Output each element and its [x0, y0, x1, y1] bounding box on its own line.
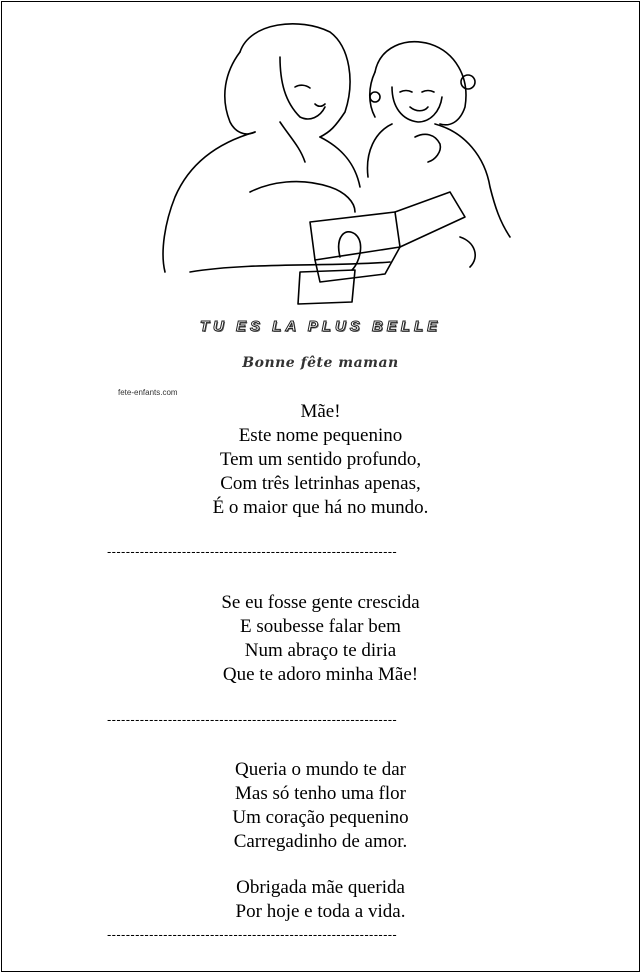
stanza-3 — [0, 758, 641, 854]
source-credit: fete-enfants.com — [118, 388, 178, 397]
divider-line: -------------------------------------------------------------- — [107, 544, 398, 559]
poem-line: Se eu fosse gente crescida — [221, 592, 420, 613]
poem-line: Num abraço te diria — [244, 640, 397, 661]
stanza-4 — [0, 876, 641, 924]
divider-line: -------------------------------------------------------------- — [107, 712, 398, 727]
poem-line: Mas só tenho uma flor — [235, 783, 406, 804]
stanza-2 — [0, 591, 641, 687]
poem-line: E soubesse falar bem — [240, 616, 401, 637]
poem-line: Obrigada mãe querida — [236, 877, 405, 898]
poem-line: Carregadinho de amor. — [233, 831, 408, 852]
poem-line: É o maior que há no mundo. — [212, 497, 429, 518]
poem-line: Por hoje e toda a vida. — [235, 901, 406, 922]
poem-line: Este nome pequenino — [238, 425, 403, 446]
page-subtitle: Bonne fête maman — [242, 355, 399, 371]
poem-line: Um coração pequenino — [232, 807, 409, 828]
poem-line: Que te adoro minha Mãe! — [222, 664, 419, 685]
stanza-1 — [0, 400, 641, 520]
poem-line: Mãe! — [300, 401, 341, 422]
poem-line: Queria o mundo te dar — [235, 759, 406, 780]
mother-daughter-illustration — [130, 12, 530, 312]
poem-line: Tem um sentido profundo, — [219, 449, 422, 470]
page-title: TU ES LA PLUS BELLE — [199, 318, 442, 335]
poem-line: Com três letrinhas apenas, — [220, 473, 421, 494]
divider-line: -------------------------------------------------------------- — [107, 927, 398, 942]
